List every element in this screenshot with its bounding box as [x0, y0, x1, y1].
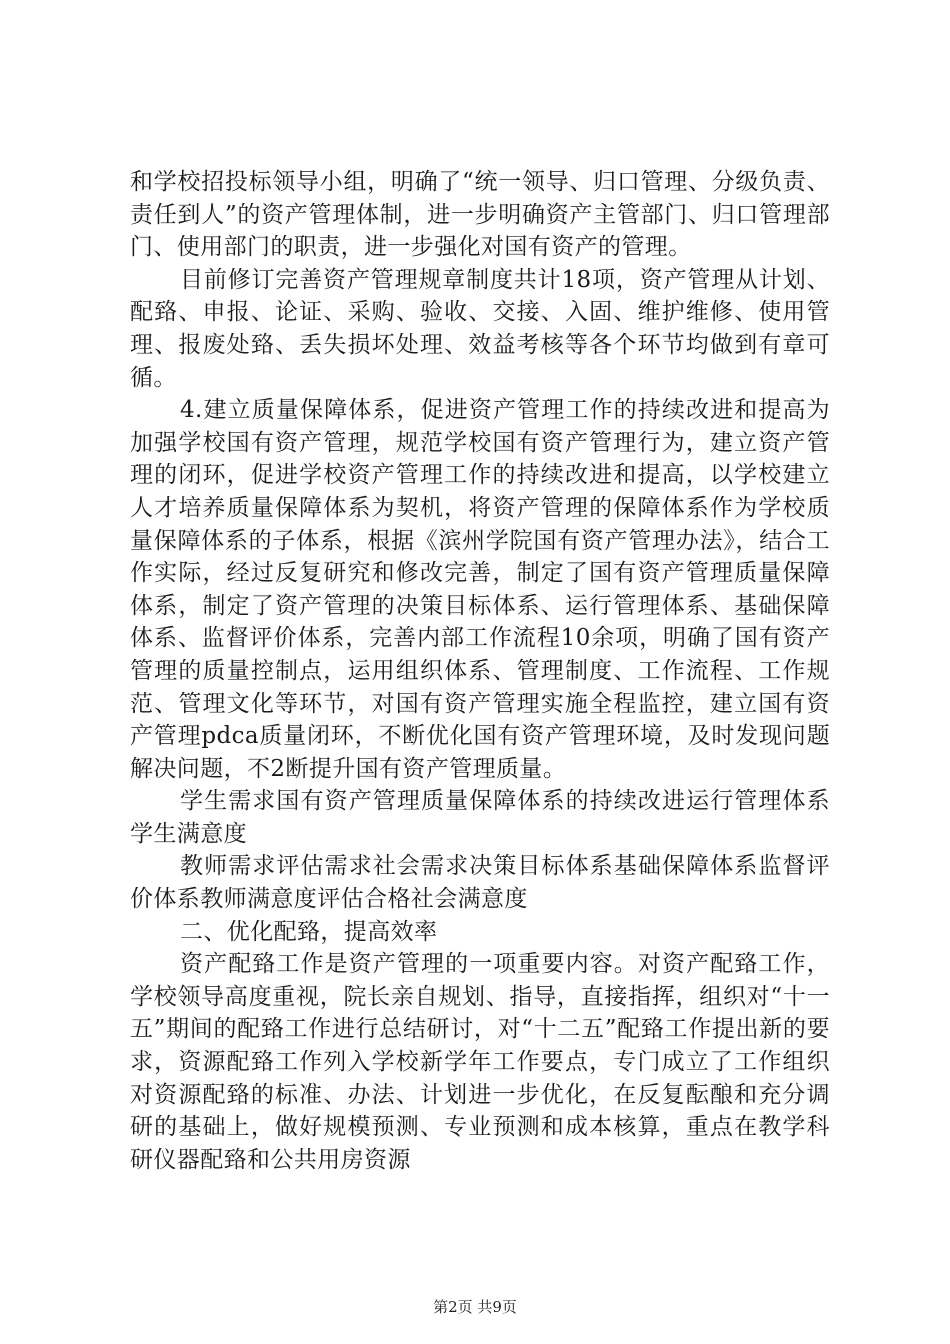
paragraph-3: 4.建立质量保障体系，促进资产管理工作的持续改进和提高为加强学校国有资产管理，规范学校国有资产管理行为，建立资产管理的闭环，促进学校资产管理工作的持续改进和提高，以学校建立人才培养质量保障体系为契机，将资产管理的保障体系作为学校质量保障体系的子体系，根据《滨州学院国有资产管理办法》，结合工作实际，经过反复研究和修改完善，制定了国有资产管理质量保障体系，制定了资产管理的决策目标体系、运行管理体系、基础保障体系、监督评价体系，完善内部工作流程10余项，明确了国有资产管理的质量控制点，运用组织体系、管理制度、工作流程、工作规范、管理文化等环节，对国有资产管理实施全程监控，建立国有资产管理pdca质量闭环，不断优化国有资产管理环境，及时发现问题解决问题，不2断提升国有资产管理质量。: [130, 397, 830, 782]
paragraph-4: 学生需求国有资产管理质量保障体系的持续改进运行管理体系学生满意度: [130, 788, 830, 847]
page-footer: 第2页 共9页: [433, 1298, 517, 1316]
paragraph-2: 目前修订完善资产管理规章制度共计18项，资产管理从计划、配臵、申报、论证、采购、验收、交接、入固、维护维修、使用管理、报废处臵、丢失损坏处理、效益考核等各个环节均做到有章可循。: [130, 266, 830, 391]
document-body: [130, 166, 830, 1176]
paragraph-1: 和学校招投标领导小组，明确了“统一领导、归口管理、分级负责、责任到人”的资产管理体制，进一步明确资产主管部门、归口管理部门、使用部门的职责，进一步强化对国有资产的管理。: [130, 169, 830, 261]
paragraph-5: 教师需求评估需求社会需求决策目标体系基础保障体系监督评价体系教师满意度评估合格社会满意度: [130, 853, 830, 913]
paragraph-6: 资产配臵工作是资产管理的一项重要内容。对资产配臵工作，学校领导高度重视，院长亲自规划、指导，直接指挥，组织对“十一五”期间的配臵工作进行总结研讨，对“十二五”配臵工作提出新的要求，资源配臵工作列入学校新学年工作要点，专门成立了工作组织对资源配臵的标准、办法、计划进一步优化，在反复酝酿和充分调研的基础上，做好规模预测、专业预测和成本核算，重点在教学科研仪器配臵和公共用房资源: [130, 951, 830, 1173]
section-heading: 二、优化配臵，提高效率: [180, 918, 438, 945]
